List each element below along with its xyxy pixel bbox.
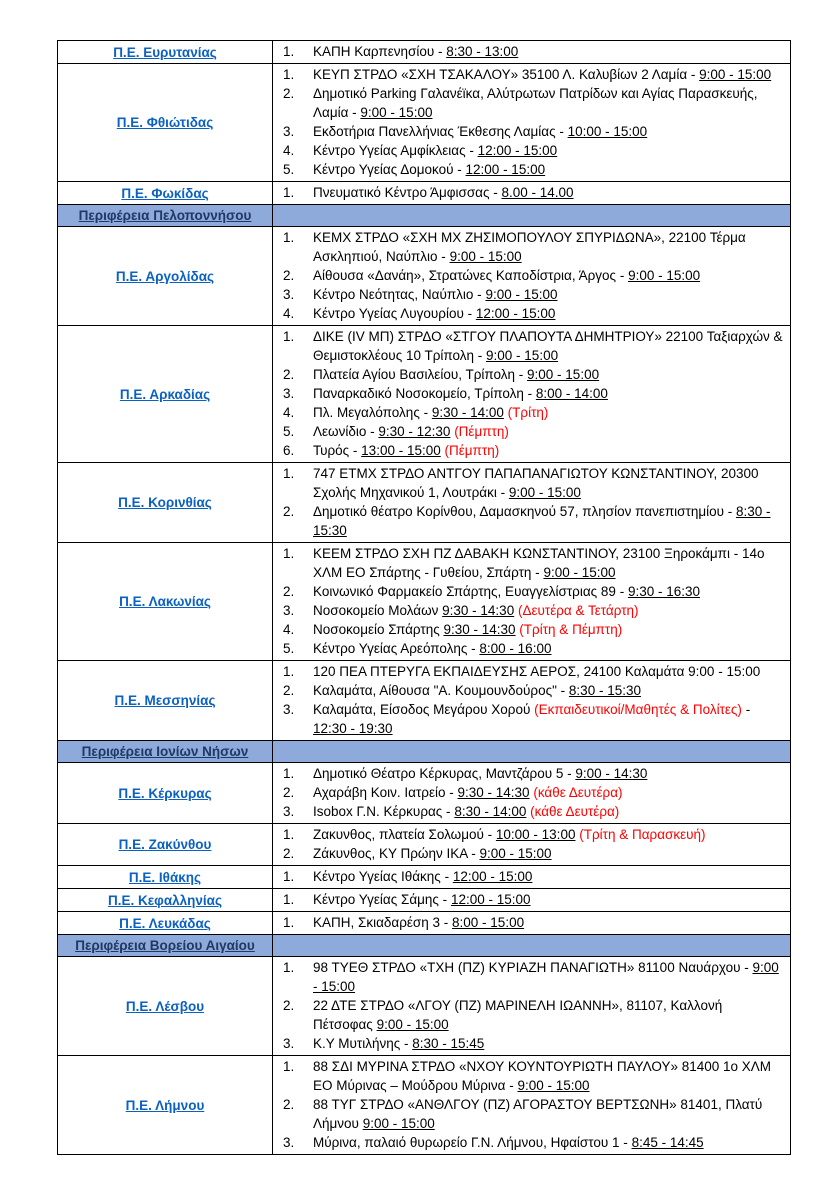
venue-text bbox=[313, 1057, 784, 1095]
venue-name: Νοσοκομείο Μολάων bbox=[313, 603, 443, 618]
venue-number: 3. bbox=[283, 386, 295, 401]
region-cell bbox=[58, 1056, 273, 1155]
venue-text bbox=[313, 890, 784, 909]
venue-item bbox=[283, 802, 784, 821]
venue-text bbox=[313, 1034, 784, 1053]
table-body bbox=[58, 41, 791, 1155]
venue-name: Πλατεία Αγίου Βασιλείου, Τρίπολη - bbox=[313, 367, 528, 382]
venue-item bbox=[283, 228, 784, 266]
venue-name: Παναρκαδικό Νοσοκομείο, Τρίπολη - bbox=[313, 386, 536, 401]
venue-item bbox=[283, 601, 784, 620]
venue-number: 3. bbox=[283, 702, 295, 717]
section-header-cell bbox=[58, 205, 273, 227]
venue-name: Αχαράβη Κοιν. Ιατρείο - bbox=[313, 785, 458, 800]
venue-number: 2. bbox=[283, 504, 295, 519]
venue-number: 1. bbox=[283, 960, 295, 975]
table-row bbox=[58, 957, 791, 1056]
venue-name: Καλαμάτα, Αίθουσα "Α. Κουμουνδούρος" - bbox=[313, 683, 569, 698]
venue-text bbox=[313, 304, 784, 323]
day-note: (κάθε Δευτέρα) bbox=[530, 804, 620, 819]
venue-text bbox=[313, 1133, 784, 1152]
venue-name: Κέντρο Υγείας Σάμης - bbox=[313, 892, 451, 907]
venue-number: 5. bbox=[283, 641, 295, 656]
venue-number: 1. bbox=[283, 827, 295, 842]
venue-number: 2. bbox=[283, 86, 295, 101]
venue-text bbox=[313, 681, 784, 700]
venue-item bbox=[283, 42, 784, 61]
venue-name: Μύρινα, παλαιό θυρωρείο Γ.Ν. Λήμνου, Ηφαίστου 1 - bbox=[313, 1135, 632, 1150]
venue-text bbox=[313, 867, 784, 886]
venue-item bbox=[283, 996, 784, 1034]
venue-name: 120 ΠΕΑ ΠΤΕΡΥΓΑ ΕΚΠΑΙΔΕΥΣΗΣ ΑΕΡΟΣ, 24100 Καλαμάτα 9:00 - 15:00 bbox=[313, 664, 761, 679]
region-link[interactable]: Π.Ε. Κεφαλληνίας bbox=[108, 892, 222, 908]
venue-item bbox=[283, 304, 784, 323]
section-header-cell bbox=[58, 741, 273, 763]
venue-number: 4. bbox=[283, 143, 295, 158]
region-link[interactable]: Π.Ε. Φθιώτιδας bbox=[116, 115, 214, 130]
venue-list bbox=[273, 182, 791, 205]
time-range: 9:00 - 15:00 bbox=[485, 287, 558, 302]
venue-number: 1. bbox=[283, 766, 295, 781]
time-range: 9:00 - 15:00 bbox=[699, 67, 772, 82]
venue-number: 1. bbox=[283, 892, 295, 907]
venue-number: 2. bbox=[283, 584, 295, 599]
venue-list bbox=[273, 763, 791, 824]
region-cell bbox=[58, 661, 273, 741]
venue-name: Κοινωνικό Φαρμακείο Σπάρτης, Ευαγγελίστριας 89 - bbox=[313, 584, 628, 599]
venue-text bbox=[313, 620, 784, 639]
venue-name: ΚΕΜΧ ΣΤΡΔΟ «ΣΧΗ ΜΧ ΖΗΣΙΜΟΠΟΥΛΟΥ ΣΠΥΡΙΔΩΝΑ», 22100 Τέρμα Ασκληπιού, Ναύπλιο - bbox=[313, 230, 746, 264]
venue-item bbox=[283, 825, 784, 844]
time-range: 12:30 - 19:30 bbox=[313, 721, 393, 736]
venue-text bbox=[313, 422, 784, 441]
table-row bbox=[58, 182, 791, 205]
venue-name: Δημοτικό θέατρο Κορίνθου, Δαμασκηνού 57, πλησίον πανεπιστημίου - bbox=[313, 504, 736, 519]
time-range: 9:30 - 14:30 bbox=[457, 785, 530, 800]
table-row bbox=[58, 326, 791, 463]
region-link[interactable]: Π.Ε. Μεσσηνίας bbox=[114, 693, 216, 708]
venue-item bbox=[283, 544, 784, 582]
venue-number: 5. bbox=[283, 162, 295, 177]
venue-name: Isobox Γ.Ν. Κέρκυρας - bbox=[313, 804, 455, 819]
region-cell bbox=[58, 463, 273, 543]
venue-name: Λεωνίδιο - bbox=[313, 424, 379, 439]
time-range: 8:30 - 14:00 bbox=[454, 804, 527, 819]
day-note: (Τρίτη) bbox=[507, 405, 549, 420]
venue-text bbox=[313, 502, 784, 540]
venue-number: 1. bbox=[283, 915, 295, 930]
venue-text bbox=[313, 141, 784, 160]
region-cell bbox=[58, 824, 273, 866]
venue-name: Τυρός - bbox=[313, 443, 362, 458]
venue-name: 747 ΕΤΜΧ ΣΤΡΔΟ ΑΝΤΓΟΥ ΠΑΠΑΠΑΝΑΓΙΩΤΟΥ ΚΩΝΣΤΑΝΤΙΝΟΥ, 20300 Σχολής Μηχανικού 1, Λουτράκι - bbox=[313, 466, 759, 500]
venue-text bbox=[313, 958, 784, 996]
venue-text bbox=[313, 783, 784, 802]
day-note: (Τρίτη & Παρασκευή) bbox=[579, 827, 706, 842]
section-header-label: Περιφέρεια Ιονίων Νήσων bbox=[81, 744, 249, 759]
time-range: 9:30 - 16:30 bbox=[627, 584, 700, 599]
region-link[interactable]: Π.Ε. Λακωνίας bbox=[119, 594, 211, 609]
venue-text bbox=[313, 65, 784, 84]
venue-text bbox=[313, 327, 784, 365]
venue-number: 2. bbox=[283, 367, 295, 382]
venue-text bbox=[313, 228, 784, 266]
venue-name: Δημοτικό Θέατρο Κέρκυρας, Μαντζάρου 5 - bbox=[313, 766, 576, 781]
venue-item bbox=[283, 441, 784, 460]
venue-item bbox=[283, 867, 784, 886]
time-range: 12:00 - 15:00 bbox=[452, 869, 533, 884]
venue-item bbox=[283, 1034, 784, 1053]
venue-item bbox=[283, 122, 784, 141]
venue-name: Ζακυνθος, πλατεία Σολωμού - bbox=[313, 827, 496, 842]
table-row bbox=[58, 543, 791, 661]
time-range: 9:00 - 14:30 bbox=[575, 766, 648, 781]
venue-text bbox=[313, 802, 784, 821]
time-range: 9:00 - 15:00 bbox=[486, 348, 559, 363]
time-range: 9:00 - 15:00 bbox=[360, 105, 433, 120]
time-range: 8:45 - 14:45 bbox=[631, 1135, 704, 1150]
venue-name: - bbox=[741, 702, 751, 717]
venue-item bbox=[283, 502, 784, 540]
time-range: 9:00 - 15:00 bbox=[543, 565, 616, 580]
time-range: 9:30 - 14:00 bbox=[431, 405, 504, 420]
venue-number: 1. bbox=[283, 44, 295, 59]
venue-number: 3. bbox=[283, 804, 295, 819]
venue-list bbox=[273, 957, 791, 1056]
venue-name: ΔΙΚΕ (ΙV ΜΠ) ΣΤΡΔΟ «ΣΤΓΟΥ ΠΛΑΠΟΥΤΑ ΔΗΜΗΤΡΙΟΥ» 22100 Ταξιαρχών & Θεμιστοκλέους 10 Τρίπολη - bbox=[313, 329, 783, 363]
venue-text bbox=[313, 662, 784, 681]
table-row bbox=[58, 1056, 791, 1155]
day-note: (κάθε Δευτέρα) bbox=[533, 785, 623, 800]
time-range: 9:00 - 15:00 bbox=[628, 268, 701, 283]
venue-name: Κέντρο Υγείας Λυγουρίου - bbox=[313, 306, 476, 321]
time-range: 8:00 - 14:00 bbox=[535, 386, 608, 401]
region-cell bbox=[58, 182, 273, 205]
venue-item bbox=[283, 958, 784, 996]
venue-list bbox=[273, 889, 791, 912]
time-range: 9:00 - 15:00 bbox=[517, 1078, 590, 1093]
venue-number: 1. bbox=[283, 230, 295, 245]
venue-list bbox=[273, 1056, 791, 1155]
venue-item bbox=[283, 764, 784, 783]
venue-number: 2. bbox=[283, 846, 295, 861]
venue-number: 3. bbox=[283, 603, 295, 618]
region-link[interactable]: Π.Ε. Λευκάδας bbox=[119, 915, 211, 931]
day-note: (Εκπαιδευτικοί/Μαθητές & Πολίτες) bbox=[534, 702, 742, 717]
venue-text bbox=[313, 582, 784, 601]
region-link[interactable]: Π.Ε. Κορινθίας bbox=[118, 495, 212, 510]
venue-number: 2. bbox=[283, 268, 295, 283]
venue-item bbox=[283, 1095, 784, 1133]
venue-list bbox=[273, 912, 791, 935]
region-link[interactable]: Π.Ε. Λέσβου bbox=[125, 998, 205, 1014]
region-link[interactable]: Π.Ε. Κέρκυρας bbox=[118, 785, 212, 801]
time-range: 9:30 - 14:30 bbox=[443, 622, 516, 637]
venue-text bbox=[313, 183, 784, 202]
venue-text bbox=[313, 544, 784, 582]
time-range: 8:30 - 13:00 bbox=[446, 44, 519, 59]
region-link[interactable]: Π.Ε. Ευρυτανίας bbox=[113, 44, 217, 60]
venue-item bbox=[283, 700, 784, 738]
venue-item bbox=[283, 681, 784, 700]
venue-number: 2. bbox=[283, 683, 295, 698]
venue-number: 3. bbox=[283, 287, 295, 302]
venue-item bbox=[283, 160, 784, 179]
venue-name: Πνευματικό Κέντρο Άμφισσας - bbox=[313, 185, 502, 200]
table-row bbox=[58, 64, 791, 182]
venue-text bbox=[313, 84, 784, 122]
venue-list bbox=[273, 866, 791, 889]
time-range: 9:00 - 15:00 bbox=[479, 846, 552, 861]
time-range: 12:00 - 15:00 bbox=[477, 143, 558, 158]
table-row bbox=[58, 227, 791, 326]
time-range: 10:00 - 15:00 bbox=[567, 124, 648, 139]
venue-name: Κέντρο Υγείας Αμφίκλειας - bbox=[313, 143, 478, 158]
venue-number: 4. bbox=[283, 306, 295, 321]
table-row bbox=[58, 889, 791, 912]
table-row bbox=[58, 824, 791, 866]
venue-item bbox=[283, 141, 784, 160]
venue-item bbox=[283, 639, 784, 658]
venue-number: 1. bbox=[283, 869, 295, 884]
time-range: 13:00 - 15:00 bbox=[361, 443, 441, 458]
venue-item bbox=[283, 1057, 784, 1095]
region-link[interactable]: Π.Ε. Αργολίδας bbox=[115, 268, 215, 284]
time-range: 9:00 - 15:00 bbox=[313, 960, 779, 994]
time-range: 9:30 - 12:30 bbox=[378, 424, 451, 439]
venue-number: 3. bbox=[283, 1135, 295, 1150]
time-range: 10:00 - 13:00 bbox=[495, 827, 576, 842]
venue-text bbox=[313, 825, 784, 844]
venue-item bbox=[283, 183, 784, 202]
venue-item bbox=[283, 913, 784, 932]
venue-name: 22 ΔΤΕ ΣΤΡΔΟ «ΛΓΟΥ (ΠΖ) ΜΑΡΙΝΕΛΗ ΙΩΑΝΝΗ», 81107, Καλλονή Πέτσοφας bbox=[313, 998, 723, 1032]
venue-list bbox=[273, 824, 791, 866]
region-cell bbox=[58, 889, 273, 912]
venue-text bbox=[313, 464, 784, 502]
venue-item bbox=[283, 464, 784, 502]
venue-item bbox=[283, 84, 784, 122]
venue-text bbox=[313, 441, 784, 460]
venue-text bbox=[313, 764, 784, 783]
venue-name: Δημοτικό Parking Γαλανέϊκα, Αλύτρωτων Πατρίδων και Αγίας Παρασκευής, Λαμία - bbox=[313, 86, 758, 120]
venue-name: Κέντρο Υγείας Ιθάκης - bbox=[313, 869, 453, 884]
table-row bbox=[58, 463, 791, 543]
venue-number: 3. bbox=[283, 1036, 295, 1051]
region-cell bbox=[58, 326, 273, 463]
venue-name: 88 ΣΔΙ ΜΥΡΙΝΑ ΣΤΡΔΟ «ΝΧΟΥ ΚΟΥΝΤΟΥΡΙΩΤΗ ΠΑΥΛΟΥ» 81400 1ο ΧΛΜ ΕΟ Μύρινας – Μούδρου Μύρινα - bbox=[313, 1059, 772, 1093]
venue-item bbox=[283, 285, 784, 304]
venue-number: 2. bbox=[283, 998, 295, 1013]
region-link[interactable]: Π.Ε. Ιθάκης bbox=[128, 869, 202, 885]
venue-name: 88 ΤΥΓ ΣΤΡΔΟ «ΑΝΘΛΓΟΥ (ΠΖ) ΑΓΟΡΑΣΤΟΥ ΒΕΡΤΣΩΝΗ» 81401, Πλατύ Λήμνου bbox=[313, 1097, 763, 1131]
section-header-label: Περιφέρεια Πελοποννήσου bbox=[78, 208, 252, 223]
region-cell bbox=[58, 763, 273, 824]
venue-name: Αίθουσα «Δανάη», Στρατώνες Καποδίστρια, Άργος - bbox=[313, 268, 629, 283]
venue-name: Καλαμάτα, Είσοδος Μεγάρου Χορού bbox=[313, 702, 535, 717]
time-range: 12:00 - 15:00 bbox=[465, 162, 546, 177]
venue-name: Εκδοτήρια Πανελλήνιας Έκθεσης Λαμίας - bbox=[313, 124, 568, 139]
venue-text bbox=[313, 365, 784, 384]
venue-number: 2. bbox=[283, 1097, 295, 1112]
venue-text bbox=[313, 601, 784, 620]
venue-number: 3. bbox=[283, 124, 295, 139]
day-note: (Πέμπτη) bbox=[444, 443, 500, 458]
time-range: 9:00 - 15:00 bbox=[376, 1017, 449, 1032]
venue-text bbox=[313, 160, 784, 179]
venue-name: Ζάκυνθος, ΚΥ Πρώην ΙΚΑ - bbox=[313, 846, 480, 861]
venue-text bbox=[313, 844, 784, 863]
venue-item bbox=[283, 266, 784, 285]
time-range: 8:30 - 15:45 bbox=[412, 1036, 485, 1051]
venue-number: 4. bbox=[283, 405, 295, 420]
table-row bbox=[58, 661, 791, 741]
venue-name: ΚΑΠΗ Καρπενησίου - bbox=[313, 44, 447, 59]
venue-name: Νοσοκομείο Σπάρτης bbox=[313, 622, 444, 637]
region-cell bbox=[58, 866, 273, 889]
venue-number: 6. bbox=[283, 443, 295, 458]
venue-text bbox=[313, 42, 784, 61]
venue-name: ΚΑΠΗ, Σκιαδαρέση 3 - bbox=[313, 915, 453, 930]
venue-text bbox=[313, 403, 784, 422]
time-range: 9:00 - 15:00 bbox=[527, 367, 600, 382]
venue-list bbox=[273, 227, 791, 326]
venue-item bbox=[283, 890, 784, 909]
region-cell bbox=[58, 64, 273, 182]
day-note: (Πέμπτη) bbox=[454, 424, 509, 439]
time-range: 9:30 - 14:30 bbox=[442, 603, 515, 618]
time-range: 12:00 - 15:00 bbox=[450, 892, 531, 907]
day-note: (Τρίτη & Πέμπτη) bbox=[519, 622, 623, 637]
venue-number: 1. bbox=[283, 185, 295, 200]
venue-name: Πλ. Μεγαλόπολης - bbox=[313, 405, 432, 420]
section-header-cell bbox=[58, 935, 273, 957]
venue-item bbox=[283, 844, 784, 863]
region-cell bbox=[58, 41, 273, 64]
table-row bbox=[58, 912, 791, 935]
venue-list bbox=[273, 661, 791, 741]
venue-text bbox=[313, 700, 784, 738]
venue-item bbox=[283, 327, 784, 365]
time-range: 8.00 - 14.00 bbox=[501, 185, 574, 200]
section-header-empty-cell bbox=[273, 935, 791, 957]
venue-item bbox=[283, 65, 784, 84]
region-link[interactable]: Π.Ε. Ζακύνθου bbox=[118, 837, 212, 852]
venue-number: 1. bbox=[283, 466, 295, 481]
region-link[interactable]: Π.Ε. Αρκαδίας bbox=[119, 386, 211, 402]
table-row bbox=[58, 763, 791, 824]
venue-list bbox=[273, 543, 791, 661]
venue-number: 5. bbox=[283, 424, 295, 439]
venue-name: 98 ΤΥΕΘ ΣΤΡΔΟ «ΤΧΗ (ΠΖ) ΚΥΡΙΑΖΗ ΠΑΝΑΓΙΩΤΗ» 81100 Ναυάρχου - bbox=[313, 960, 753, 975]
section-header-row bbox=[58, 935, 791, 957]
venue-list bbox=[273, 41, 791, 64]
venue-name: ΚΕΕΜ ΣΤΡΔΟ ΣΧΗ ΠΖ ΔΑΒΑΚΗ ΚΩΝΣΤΑΝΤΙΝΟΥ, 23100 Ξηροκάμπι - 14ο ΧΛΜ ΕΟ Σπάρτης - Γυθείου, Σπάρτη - bbox=[313, 546, 765, 580]
venue-item bbox=[283, 620, 784, 639]
time-range: 8:30 - 15:30 bbox=[568, 683, 641, 698]
time-range: 9:00 - 15:00 bbox=[508, 485, 581, 500]
venue-list bbox=[273, 64, 791, 182]
time-range: 9:00 - 15:00 bbox=[449, 249, 522, 264]
time-range: 8:00 - 15:00 bbox=[452, 915, 525, 930]
venue-name: Κέντρο Υγείας Αρεόπολης - bbox=[313, 641, 480, 656]
venue-text bbox=[313, 913, 784, 932]
venue-number: 1. bbox=[283, 546, 295, 561]
day-note: (Δευτέρα & Τετάρτη) bbox=[517, 603, 639, 618]
venue-item bbox=[283, 365, 784, 384]
time-range: 8:30 - 15:30 bbox=[313, 504, 771, 538]
venue-number: 1. bbox=[283, 329, 295, 344]
venue-item bbox=[283, 582, 784, 601]
venue-name: Κ.Υ Μυτιλήνης - bbox=[313, 1036, 413, 1051]
region-cell bbox=[58, 957, 273, 1056]
venue-item bbox=[283, 1133, 784, 1152]
table-row bbox=[58, 41, 791, 64]
venue-name: Κέντρο Νεότητας, Ναύπλιο - bbox=[313, 287, 486, 302]
venue-text bbox=[313, 1095, 784, 1133]
region-cell bbox=[58, 543, 273, 661]
region-link[interactable]: Π.Ε. Λήμνου bbox=[125, 1097, 205, 1113]
time-range: 8:00 - 16:00 bbox=[479, 641, 552, 656]
venue-text bbox=[313, 266, 784, 285]
section-header-row bbox=[58, 741, 791, 763]
venue-item bbox=[283, 403, 784, 422]
venue-list bbox=[273, 326, 791, 463]
region-link[interactable]: Π.Ε. Φωκίδας bbox=[121, 185, 209, 201]
venue-name: ΚΕΥΠ ΣΤΡΔΟ «ΣΧΗ ΤΣΑΚΑΛΟΥ» 35100 Λ. Καλυβίων 2 Λαμία - bbox=[313, 67, 700, 82]
venue-text bbox=[313, 996, 784, 1034]
venue-text bbox=[313, 285, 784, 304]
venue-name: Κέντρο Υγείας Δομοκού - bbox=[313, 162, 466, 177]
time-range: 9:00 - 15:00 bbox=[362, 1116, 435, 1131]
venue-text bbox=[313, 122, 784, 141]
venue-text bbox=[313, 384, 784, 403]
section-header-empty-cell bbox=[273, 741, 791, 763]
venue-number: 2. bbox=[283, 785, 295, 800]
venue-number: 1. bbox=[283, 1059, 295, 1074]
venue-item bbox=[283, 662, 784, 681]
region-cell bbox=[58, 912, 273, 935]
venue-number: 1. bbox=[283, 664, 295, 679]
vaccination-locations-table bbox=[57, 40, 791, 1155]
venue-number: 4. bbox=[283, 622, 295, 637]
section-header-row bbox=[58, 205, 791, 227]
venue-text bbox=[313, 639, 784, 658]
time-range: 12:00 - 15:00 bbox=[475, 306, 556, 321]
section-header-label: Περιφέρεια Βορείου Αιγαίου bbox=[75, 938, 255, 953]
venue-list bbox=[273, 463, 791, 543]
venue-item bbox=[283, 384, 784, 403]
venue-item bbox=[283, 783, 784, 802]
venue-item bbox=[283, 422, 784, 441]
table-row bbox=[58, 866, 791, 889]
region-cell bbox=[58, 227, 273, 326]
section-header-empty-cell bbox=[273, 205, 791, 227]
venue-number: 1. bbox=[283, 67, 295, 82]
